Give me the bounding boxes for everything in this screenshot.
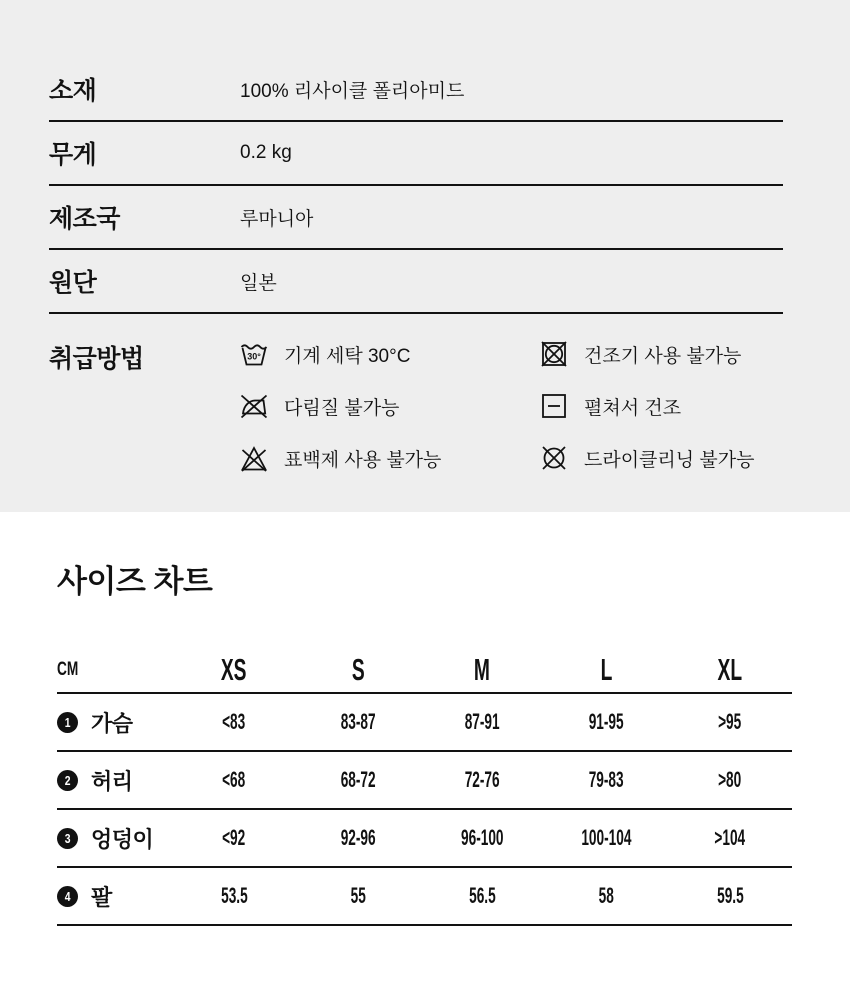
care-instructions-grid: [240, 328, 754, 484]
spec-value-weight: 0.2 kg: [240, 142, 292, 163]
row-number-badge: 3: [57, 828, 78, 849]
care-instructions-label: 취급방법: [49, 345, 144, 373]
cell-chest-l: 91-95: [588, 709, 624, 734]
table-row-waist: [57, 752, 792, 810]
care-item-label: 드라이클리닝 불가능: [584, 449, 755, 471]
cell-arm-xs: 53.5: [220, 883, 248, 908]
table-row-arm: [57, 868, 792, 926]
care-item-machine-wash: [240, 328, 540, 380]
care-item-no-iron: [240, 380, 540, 432]
column-header-l: L: [600, 651, 612, 687]
spec-row-weight: [49, 122, 783, 186]
care-item-label: 건조기 사용 불가능: [584, 345, 742, 367]
size-chart-title: 사이즈 차트: [57, 564, 213, 599]
table-row-chest: [57, 694, 792, 752]
row-label-chest: 가슴: [91, 710, 133, 736]
care-item-label: 펼쳐서 건조: [584, 397, 682, 419]
spec-label-weight: 무게: [49, 141, 97, 169]
cell-chest-xs: <83: [222, 709, 246, 734]
cell-chest-m: 87-91: [464, 709, 500, 734]
spec-row-fabric: [49, 250, 783, 314]
row-number-badge: 1: [57, 712, 78, 733]
row-label-arm: 팔: [91, 884, 112, 910]
cell-chest-xl: >95: [718, 709, 742, 734]
care-item-no-tumble-dry: [540, 328, 754, 380]
care-item-no-bleach: [240, 432, 540, 484]
cell-arm-xl: 59.5: [716, 883, 744, 908]
do-not-dry-clean-icon: [540, 444, 568, 472]
care-instructions-row: [49, 314, 783, 484]
spec-row-country: [49, 186, 783, 250]
row-number-badge: 2: [57, 770, 78, 791]
spec-label-material: 소재: [49, 77, 97, 105]
cell-hips-s: 92-96: [340, 825, 376, 850]
cell-arm-l: 58: [598, 883, 614, 908]
size-chart-table: [57, 647, 792, 926]
cell-waist-m: 72-76: [464, 767, 500, 792]
size-chart-section: [0, 512, 850, 984]
cell-hips-xl: >104: [714, 825, 746, 850]
cell-arm-m: 56.5: [468, 883, 496, 908]
care-item-label: 표백제 사용 불가능: [284, 449, 442, 471]
column-header-xs: XS: [221, 651, 247, 687]
cell-waist-xs: <68: [222, 767, 246, 792]
cell-waist-l: 79-83: [588, 767, 624, 792]
cell-hips-m: 96-100: [460, 825, 504, 850]
dry-flat-icon: [540, 392, 568, 420]
spec-label-country: 제조국: [49, 205, 120, 233]
spec-value-material: 100% 리사이클 폴리아미드: [240, 80, 465, 102]
cell-arm-s: 55: [350, 883, 366, 908]
cell-hips-l: 100-104: [580, 825, 632, 850]
cell-hips-xs: <92: [222, 825, 246, 850]
care-item-label: 기계 세탁 30°C: [284, 345, 411, 367]
column-header-m: M: [473, 651, 490, 687]
cell-chest-s: 83-87: [340, 709, 376, 734]
spec-row-material: [49, 58, 783, 122]
wash-temp-text: 30°: [247, 351, 261, 362]
row-number-badge: 4: [57, 886, 78, 907]
do-not-iron-icon: [240, 392, 268, 420]
machine-wash-30-icon: [240, 340, 268, 368]
care-item-dry-flat: [540, 380, 754, 432]
care-item-label: 다림질 불가능: [284, 397, 400, 419]
care-item-no-dry-clean: [540, 432, 754, 484]
table-row-hips: [57, 810, 792, 868]
spec-value-fabric: 일본: [240, 272, 277, 294]
cell-waist-xl: >80: [718, 767, 742, 792]
column-header-s: S: [351, 651, 365, 687]
size-table-header-row: [57, 647, 792, 694]
do-not-bleach-icon: [240, 444, 268, 472]
spec-value-country: 루마니아: [240, 208, 314, 230]
do-not-tumble-dry-icon: [540, 340, 568, 368]
row-label-hips: 엉덩이: [91, 826, 154, 852]
spec-label-fabric: 원단: [49, 269, 97, 297]
unit-header-cell: [57, 659, 172, 681]
column-header-xl: XL: [717, 651, 743, 687]
unit-header: CM: [57, 658, 79, 680]
cell-waist-s: 68-72: [340, 767, 376, 792]
row-label-waist: 허리: [91, 768, 133, 794]
